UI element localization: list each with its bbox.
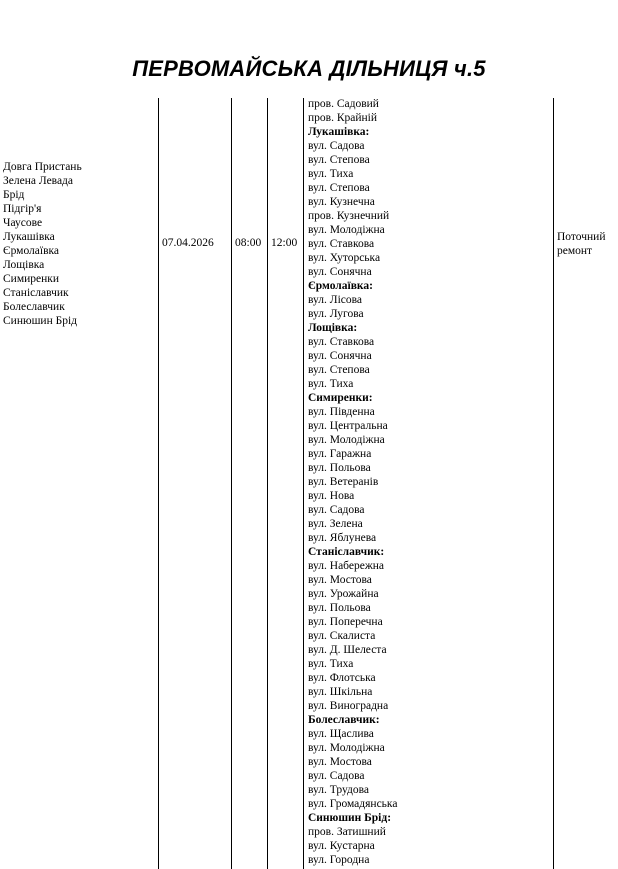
village-heading: Лощівка:	[308, 322, 358, 334]
street-item: вул. Степова	[308, 182, 370, 194]
work-type-line: ремонт	[557, 245, 593, 257]
village-heading: Синюшин Брід:	[308, 812, 392, 824]
date-cell: 07.04.2026	[162, 237, 214, 249]
street-item: вул. Гаражна	[308, 448, 372, 460]
settlement-item: Симиренки	[3, 273, 60, 285]
street-item: вул. Лугова	[308, 308, 364, 320]
street-item: вул. Кустарна	[308, 840, 375, 852]
work-type-line: Поточний	[557, 231, 606, 243]
street-item: вул. Центральна	[308, 420, 388, 432]
settlement-item: Лукашівка	[3, 231, 55, 243]
village-heading: Єрмолаївка:	[308, 280, 373, 292]
street-item: вул. Набережна	[308, 560, 385, 572]
street-item: вул. Хуторська	[308, 252, 381, 264]
settlement-item: Чаусове	[3, 217, 43, 229]
street-item: вул. Тиха	[308, 168, 354, 180]
street-item: вул. Щаслива	[308, 728, 374, 740]
table-column-divider	[303, 98, 304, 869]
village-heading: Лукашівка:	[308, 126, 370, 138]
street-item: вул. Ветеранів	[308, 476, 379, 488]
street-item: вул. Ставкова	[308, 238, 375, 250]
settlements-cell	[3, 160, 82, 328]
end-time-cell: 12:00	[271, 237, 298, 249]
street-item: вул. Польова	[308, 462, 371, 474]
street-item: вул. Флотська	[308, 672, 376, 684]
street-item: вул. Трудова	[308, 784, 369, 796]
street-item: вул. Д. Шелеста	[308, 644, 387, 656]
street-item: вул. Степова	[308, 364, 370, 376]
street-item: вул. Тиха	[308, 378, 354, 390]
street-item: вул. Яблунева	[308, 532, 377, 544]
street-item: вул. Тиха	[308, 658, 354, 670]
street-item: вул. Громадянська	[308, 798, 398, 810]
street-item: вул. Лісова	[308, 294, 363, 306]
settlement-item: Болеславчик	[3, 301, 65, 313]
work-type-cell	[557, 230, 617, 258]
street-item: пров. Крайній	[308, 112, 378, 124]
street-item: вул. Шкільна	[308, 686, 373, 698]
settlement-item: Брід	[3, 189, 25, 201]
street-item: пров. Садовий	[308, 98, 379, 110]
street-item: вул. Польова	[308, 602, 371, 614]
table-column-divider	[267, 98, 268, 869]
village-heading: Симиренки:	[308, 392, 373, 404]
street-item: вул. Кузнечна	[308, 196, 375, 208]
street-item: вул. Урожайна	[308, 588, 379, 600]
settlement-item: Довга Пристань	[3, 161, 82, 173]
table-column-divider	[553, 98, 554, 869]
street-item: вул. Мостова	[308, 756, 372, 768]
settlement-item: Синюшин Брід	[3, 315, 78, 327]
settlement-item: Єрмолаївка	[3, 245, 60, 257]
street-item: вул. Степова	[308, 154, 370, 166]
street-item: вул. Сонячна	[308, 350, 372, 362]
street-item: вул. Південна	[308, 406, 375, 418]
settlement-item: Підгір'я	[3, 203, 42, 215]
street-item: вул. Нова	[308, 490, 355, 502]
street-item: вул. Садова	[308, 770, 365, 782]
settlement-item: Станіславчик	[3, 287, 69, 299]
street-item: пров. Затишний	[308, 826, 386, 838]
street-item: вул. Мостова	[308, 574, 372, 586]
start-time-cell: 08:00	[235, 237, 262, 249]
table-column-divider	[231, 98, 232, 869]
street-item: вул. Молодіжна	[308, 434, 385, 446]
street-item: вул. Ставкова	[308, 336, 375, 348]
street-item: вул. Молодіжна	[308, 224, 385, 236]
street-item: вул. Скалиста	[308, 630, 376, 642]
street-item: вул. Молодіжна	[308, 742, 385, 754]
street-item: вул. Виноградна	[308, 700, 389, 712]
street-item: вул. Городна	[308, 854, 370, 866]
settlement-item: Лощівка	[3, 259, 45, 271]
street-item: пров. Кузнечний	[308, 210, 390, 222]
village-heading: Болеславчик:	[308, 714, 380, 726]
settlement-item: Зелена Левада	[3, 175, 74, 187]
street-item: вул. Зелена	[308, 518, 363, 530]
table-column-divider	[158, 98, 159, 869]
street-item: вул. Сонячна	[308, 266, 372, 278]
street-item: вул. Поперечна	[308, 616, 383, 628]
street-item: вул. Садова	[308, 140, 365, 152]
village-heading: Станіславчик:	[308, 546, 385, 558]
street-item: вул. Садова	[308, 504, 365, 516]
page-title: ПЕРВОМАЙСЬКА ДІЛЬНИЦЯ ч.5	[132, 56, 486, 81]
streets-cell	[308, 97, 397, 867]
